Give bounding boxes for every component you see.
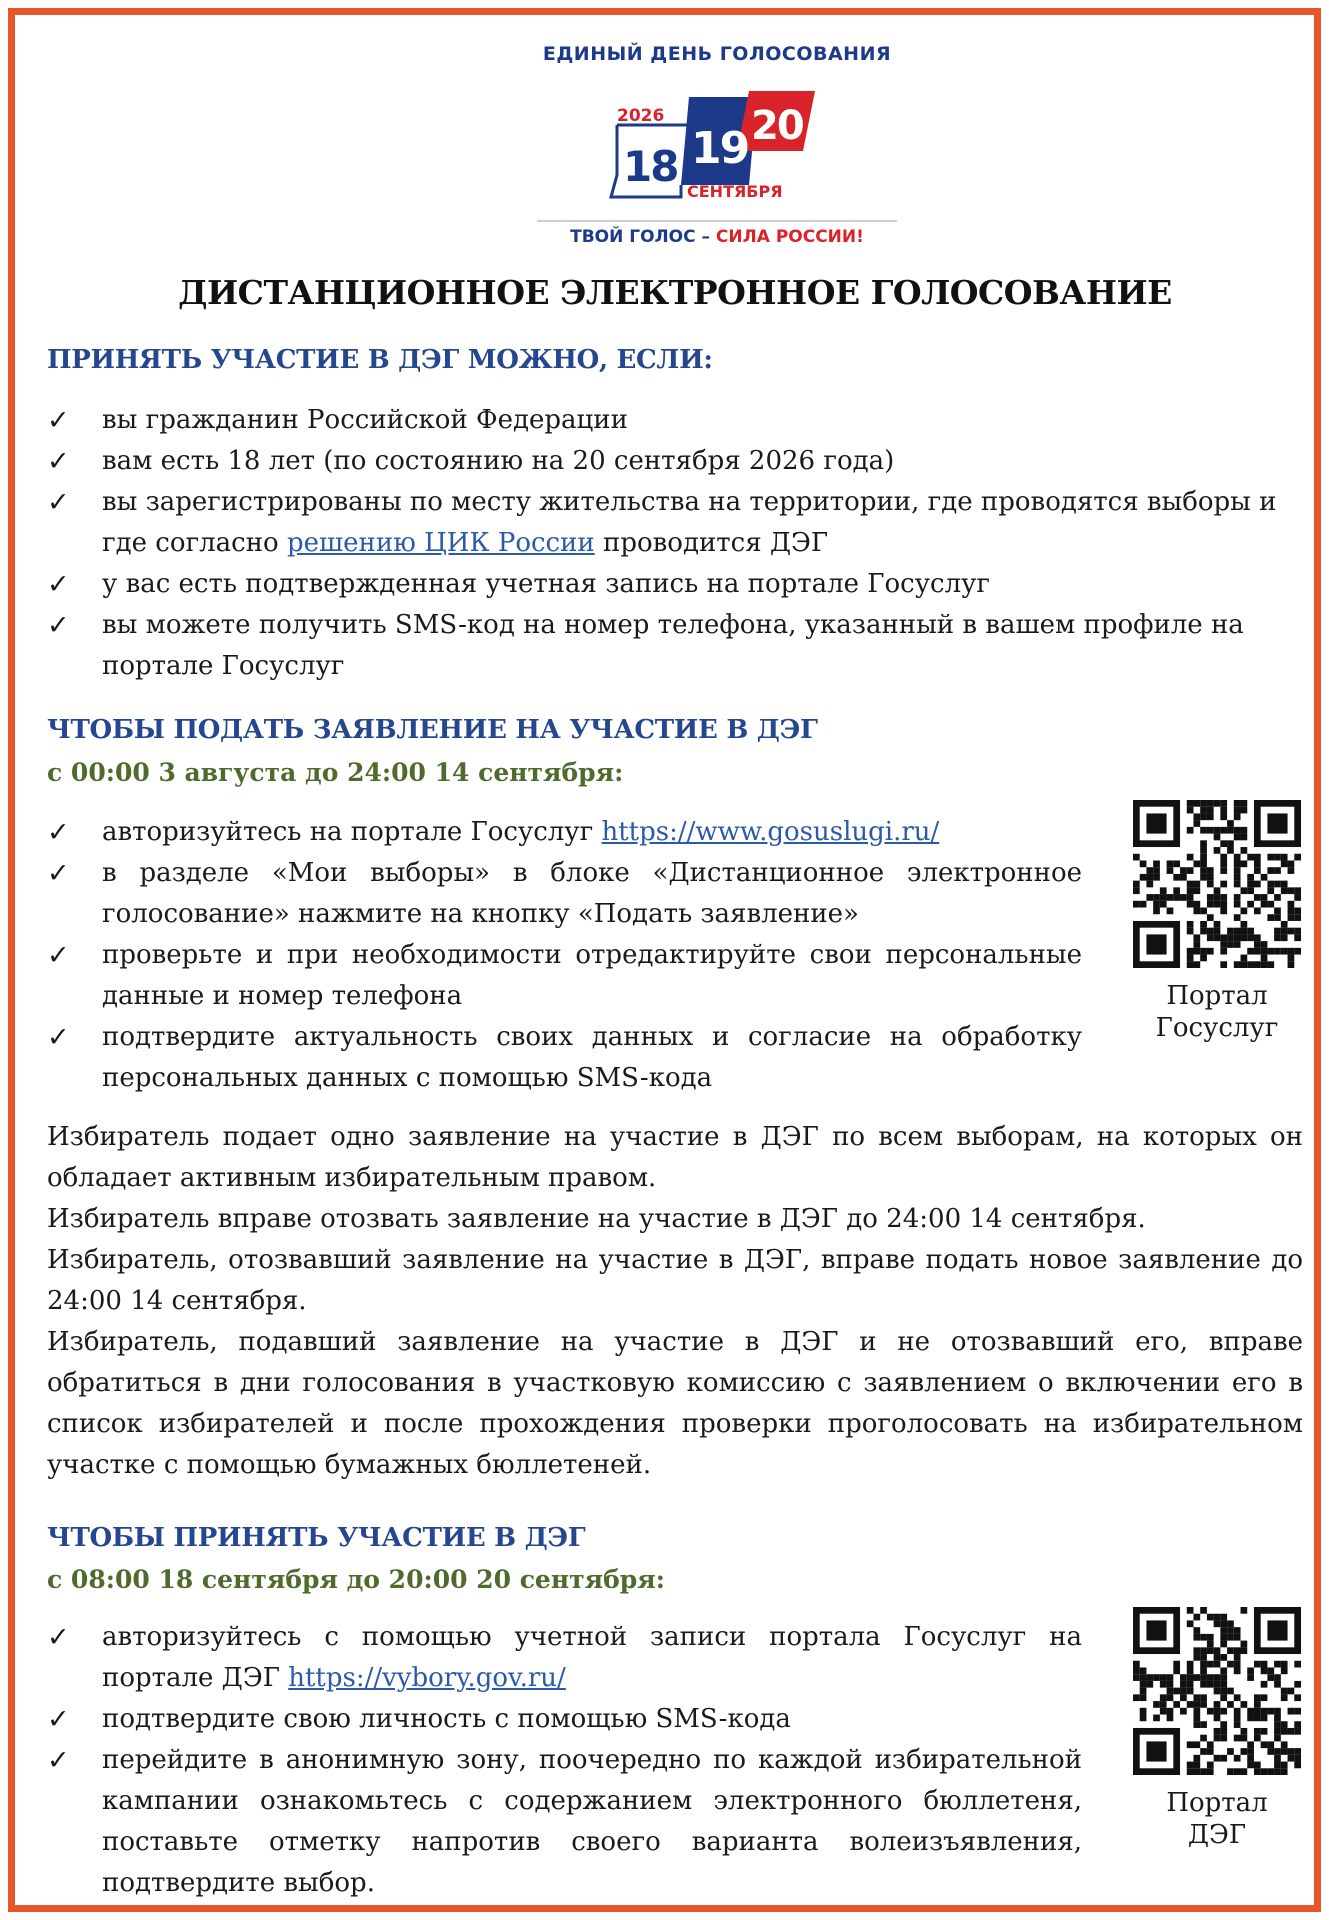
gosuslugi-link[interactable]: https://www.gosuslugi.ru/ (601, 817, 940, 847)
check-icon: ✓ (47, 858, 70, 889)
list-item (47, 605, 1303, 687)
check-icon: ✓ (47, 817, 70, 848)
section3-period: с 08:00 18 сентября до 20:00 20 сентября: (47, 1565, 665, 1594)
list-item-text: авторизуйтесь с помощью учетной записи портала Госуслуг на портале ДЭГ (102, 1622, 1082, 1693)
section1-heading: ПРИНЯТЬ УЧАСТИЕ В ДЭГ МОЖНО, ЕСЛИ: (47, 345, 713, 375)
qr-gosuslugi[interactable] (1133, 800, 1301, 1044)
check-icon: ✓ (47, 446, 70, 477)
list-item-text: в разделе «Мои выборы» в блоке «Дистанционное электронное голосование» нажмите на кнопку «Подать заявление» (102, 858, 1082, 929)
qr-code-icon (1133, 1607, 1301, 1775)
cik-decision-link[interactable]: решению ЦИК России (286, 528, 595, 558)
section3-list (47, 1617, 1082, 1904)
list-item-text: вы зарегистрированы по месту жительства на территории, где проводятся выборы и где согласно (102, 487, 1277, 558)
paragraph: Избиратель, отозвавший заявление на участие в ДЭГ, вправе подать новое заявление до 24:00 14 сентября. (47, 1245, 1303, 1316)
qr-code-icon (1133, 800, 1301, 968)
paragraph: Избиратель подает одно заявление на участие в ДЭГ по всем выборам, на которых он обладает активным избирательным правом. (47, 1122, 1303, 1193)
check-icon: ✓ (47, 940, 70, 971)
qr-gosuslugi-caption (1133, 980, 1301, 1044)
logo-year: 2026 (617, 106, 665, 126)
section2-paragraphs (47, 1117, 1303, 1486)
list-item (47, 400, 1303, 441)
qr-deg-caption (1133, 1787, 1301, 1851)
section2-heading: ЧТОБЫ ПОДАТЬ ЗАЯВЛЕНИЕ НА УЧАСТИЕ В ДЭГ (47, 715, 818, 745)
list-item (47, 482, 1303, 564)
vybory-link[interactable]: https://vybory.gov.ru/ (288, 1663, 566, 1693)
qr-caption-line: Портал (1166, 1788, 1268, 1818)
qr-caption-line: ДЭГ (1187, 1820, 1247, 1850)
list-item-text: проводится ДЭГ (594, 528, 829, 558)
logo-day-19: 19 (691, 123, 749, 174)
list-item (47, 1017, 1082, 1099)
logo-day-20: 20 (751, 103, 803, 149)
list-item (47, 1740, 1082, 1904)
list-item (47, 812, 1082, 853)
check-icon: ✓ (47, 1622, 70, 1653)
check-icon: ✓ (47, 610, 70, 641)
slogan-part-2: СИЛА РОССИИ! (715, 227, 864, 247)
list-item (47, 564, 1303, 605)
logo-month: СЕНТЯБРЯ (687, 182, 783, 201)
list-item-text: вы гражданин Российской Федерации (102, 405, 628, 435)
qr-caption-line: Госуслуг (1155, 1013, 1279, 1043)
check-icon: ✓ (47, 487, 70, 518)
check-icon: ✓ (47, 405, 70, 436)
paragraph: Избиратель вправе отозвать заявление на участие в ДЭГ до 24:00 14 сентября. (47, 1204, 1146, 1234)
check-icon: ✓ (47, 1022, 70, 1053)
paragraph: Избиратель, подавший заявление на участие в ДЭГ и не отозвавший его, вправе обратиться в дни голосования в участковую комиссию с заявлением о включении его в список избирателей и после прохождения проверки проголосовать на избирательном участке с помощью бумажных бюллетеней. (47, 1327, 1303, 1480)
section3-heading: ЧТОБЫ ПРИНЯТЬ УЧАСТИЕ В ДЭГ (47, 1523, 586, 1553)
list-item (47, 1699, 1082, 1740)
election-logo (517, 35, 917, 273)
check-icon: ✓ (47, 569, 70, 600)
list-item-text: перейдите в анонимную зону, поочередно по каждой избирательной кампании ознакомьтесь с содержанием электронного бюллетеня, поставьте отметку напротив своего варианта волеизъявления, подтвердите выбор. (102, 1745, 1082, 1898)
list-item-text: проверьте и при необходимости отредактируйте свои персональные данные и номер телефона (102, 940, 1082, 1011)
logo-title: ЕДИНЫЙ ДЕНЬ ГОЛОСОВАНИЯ (542, 43, 892, 65)
list-item (47, 935, 1082, 1017)
check-icon: ✓ (47, 1745, 70, 1776)
qr-deg[interactable] (1133, 1607, 1301, 1851)
slogan-part-1: ТВОЙ ГОЛОС – (570, 227, 716, 247)
logo-graphic (517, 35, 917, 225)
list-item-text: у вас есть подтвержденная учетная запись на портале Госуслуг (102, 569, 991, 599)
logo-day-18: 18 (623, 142, 678, 191)
page-frame (8, 8, 1321, 1912)
list-item-text: вам есть 18 лет (по состоянию на 20 сентября 2026 года) (102, 446, 895, 476)
logo-slogan (517, 227, 917, 247)
section2-list (47, 812, 1082, 1099)
section2-period: с 00:00 3 августа до 24:00 14 сентября: (47, 758, 624, 787)
page-title: ДИСТАНЦИОННОЕ ЭЛЕКТРОННОЕ ГОЛОСОВАНИЕ (178, 273, 1172, 312)
list-item-text: вы можете получить SMS-код на номер телефона, указанный в вашем профиле на портале Госуслуг (102, 610, 1244, 681)
list-item-text: авторизуйтесь на портале Госуслуг (102, 817, 602, 847)
list-item-text: подтвердите свою личность с помощью SMS-кода (102, 1704, 791, 1734)
list-item (47, 853, 1082, 935)
qr-caption-line: Портал (1166, 981, 1268, 1011)
check-icon: ✓ (47, 1704, 70, 1735)
list-item (47, 1617, 1082, 1699)
section1-list (47, 400, 1303, 687)
list-item (47, 441, 1303, 482)
list-item-text: подтвердите актуальность своих данных и согласие на обработку персональных данных с помощью SMS-кода (102, 1022, 1082, 1093)
